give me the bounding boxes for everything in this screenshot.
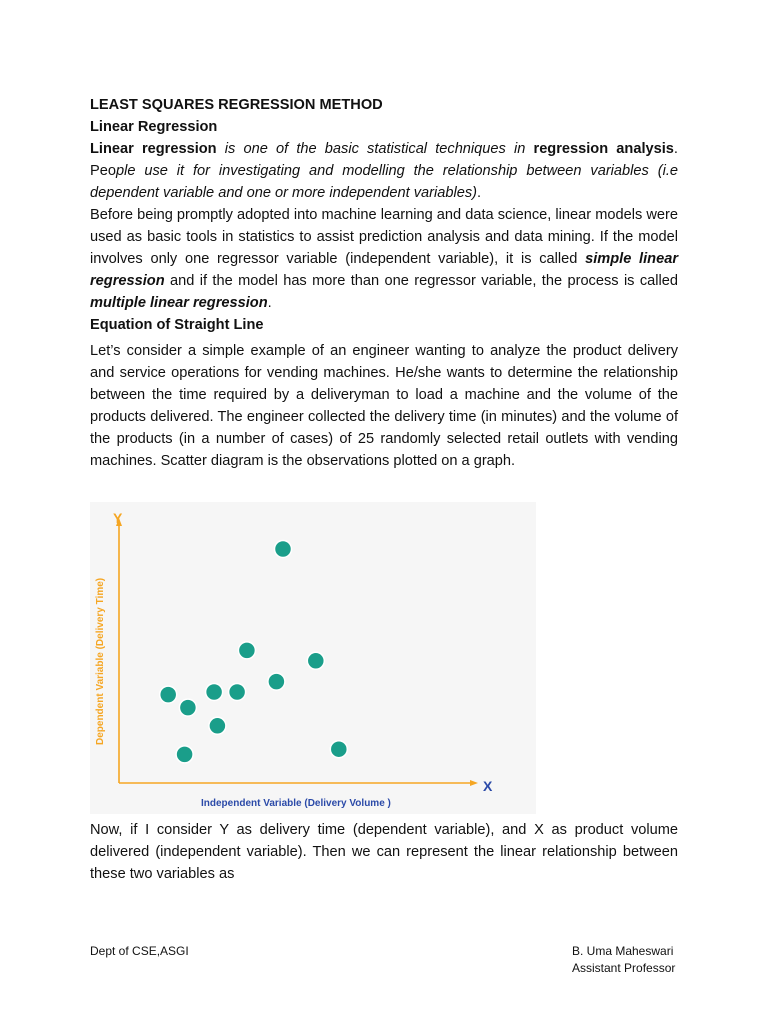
x-axis-label: Independent Variable (Delivery Volume ) — [201, 798, 391, 809]
scatter-point-1 — [160, 686, 177, 703]
scatter-point-3 — [179, 699, 196, 716]
scatter-plot-svg — [90, 502, 536, 814]
document-title: LEAST SQUARES REGRESSION METHOD — [90, 97, 383, 113]
x-axis-letter: X — [483, 778, 493, 794]
scatter-point-6 — [229, 684, 246, 701]
scatter-point-5 — [209, 717, 226, 734]
scatter-point-10 — [307, 652, 324, 669]
paragraph-example: Let’s consider a simple example of an engineer wanting to analyze the product delivery and service operations for vending machines. He/she wants to determine the relationship between the time required by a deliveryman to load a machine and the volume of the products delivered. The engineer collected the delivery time (in minutes) and the volume of the products (in a number of cases) of 25 randomly selected retail outlets with vending machines. Scatter diagram is the observations plotted on a graph. — [90, 343, 678, 469]
footer-author-title: Assistant Professor — [572, 961, 676, 975]
scatter-point-2 — [176, 746, 193, 763]
plain-text: . — [267, 295, 272, 311]
scatter-point-9 — [275, 541, 292, 558]
scatter-point-11 — [330, 741, 347, 758]
scatter-point-7 — [238, 642, 255, 659]
bold-italic-term-simple: simple linear regression — [90, 251, 678, 289]
bold-term-regression-analysis: regression analysis — [533, 141, 674, 157]
y-axis-label: Dependent Variable (Delivery Time) — [95, 577, 106, 745]
x-axis-arrowhead — [470, 780, 478, 786]
paragraph-history — [90, 204, 678, 314]
section-heading-linear-regression: Linear Regression — [90, 119, 218, 135]
document-body — [90, 94, 678, 472]
footer-author — [572, 943, 675, 977]
data-points — [160, 541, 348, 763]
scatter-point-8 — [268, 673, 285, 690]
footer-author-name: B. Uma Maheswari — [572, 944, 674, 958]
plain-text: . — [477, 185, 482, 201]
section-heading-straight-line: Equation of Straight Line — [90, 317, 264, 333]
paragraph-conclusion: Now, if I consider Y as delivery time (dependent variable), and X as product volume delivered (independent variable). Then we can represent the linear relationship between these two variables as — [90, 822, 678, 882]
scatter-point-4 — [206, 684, 223, 701]
plain-text: and if the model has more than one regressor variable, the process is called — [164, 273, 678, 289]
y-axis-letter: Y — [113, 510, 123, 526]
footer-department: Dept of CSE,ASGI — [90, 944, 189, 958]
plain-text: Before being promptly adopted into machine learning and data science, linear models were used as basic tools in statistics to assist prediction analysis and data mining. If the model involves only one regressor variable (independent variable), it is called — [90, 207, 678, 267]
bold-italic-term-multiple: multiple linear regression — [90, 295, 268, 311]
italic-text: ple use it for investigating and modelling the relationship between variables (i.e dependent variable and one or more independent variables) — [90, 163, 678, 201]
plain-text: . Peo — [90, 141, 678, 179]
paragraph-definition — [90, 138, 678, 204]
italic-text: is one of the basic statistical techniques in — [216, 141, 534, 157]
bold-term-linear-regression: Linear regression — [90, 141, 217, 157]
scatter-chart — [90, 502, 536, 814]
